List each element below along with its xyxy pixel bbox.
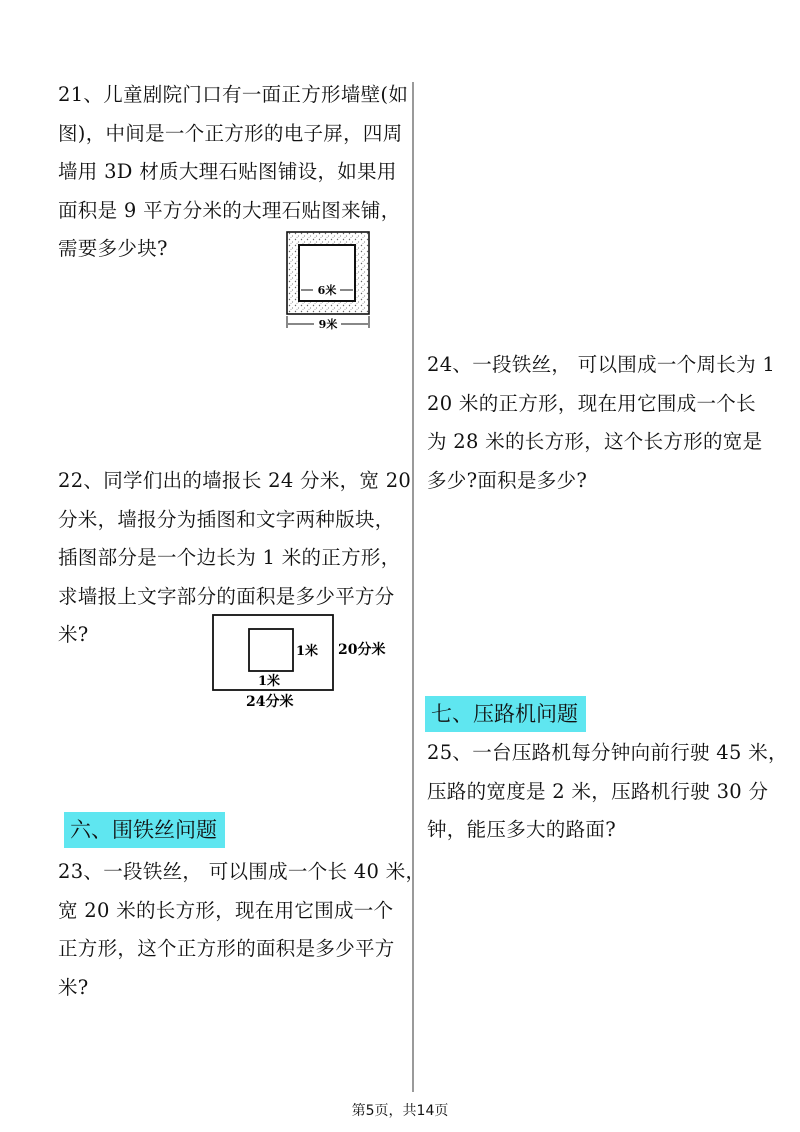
question-25-line: 钟，能压多大的路面? [427,818,616,841]
outer-side-label: 9米 [318,318,338,331]
question-22-line: 求墙报上文字部分的面积是多少平方分 [58,584,395,608]
question-25 [427,734,788,850]
question-23-line: 米? [58,975,89,999]
section-heading-roller: 七、压路机问题 [425,696,586,732]
question-22-line: 米? [58,623,89,646]
question-23-line: 正方形，这个正方形的面积是多少平方 [58,937,395,960]
question-21-line: 面积是 9 平方分米的大理石贴图来铺， [58,198,401,222]
question-24-line: 为 28 米的长方形，这个长方形的宽是 [427,430,763,453]
illustration-square [249,629,293,671]
section-heading-wire: 六、围铁丝问题 [64,812,225,848]
question-22-line: 插图部分是一个边长为 1 米的正方形， [58,546,401,569]
inner-side-label: 6米 [317,284,337,297]
width-label: 24分米 [246,694,294,710]
question-21-line: 图)，中间是一个正方形的电子屏，四周 [58,121,403,145]
illustration-bottom-label: 1米 [258,674,281,689]
question-25-line: 压路的宽度是 2 米，压路机行驶 30 分 [427,779,769,803]
question-21-line: 需要多少块? [58,237,168,260]
question-24-line: 多少?面积是多少? [427,468,588,492]
question-24 [427,346,775,500]
question-23-line: 宽 20 米的长方形，现在用它围成一个 [58,898,394,922]
question-22-figure [208,612,408,712]
question-21-line: 墙用 3D 材质大理石贴图铺设，如果用 [58,160,397,183]
page-number: 第5页，共14页 [351,1103,449,1119]
question-24-line: 24、一段铁丝， 可以围成一个周长为 1 [427,353,776,376]
question-22-line: 22、同学们出的墙报长 24 分米，宽 20 [58,469,412,492]
question-22-line: 分米，墙报分为插图和文字两种版块， [58,507,395,531]
question-25-line: 25、一台压路机每分钟向前行驶 45 米， [427,741,788,764]
height-label: 20分米 [338,642,386,658]
question-23-line: 23、一段铁丝， 可以围成一个长 40 米， [58,860,426,883]
question-24-line: 20 米的正方形，现在用它围成一个长 [427,391,756,415]
question-21-line: 21、儿童剧院门口有一面正方形墙壁(如 [58,83,409,106]
illustration-side-label: 1米 [296,644,319,659]
question-23 [58,853,425,1007]
question-21-figure [276,226,386,336]
